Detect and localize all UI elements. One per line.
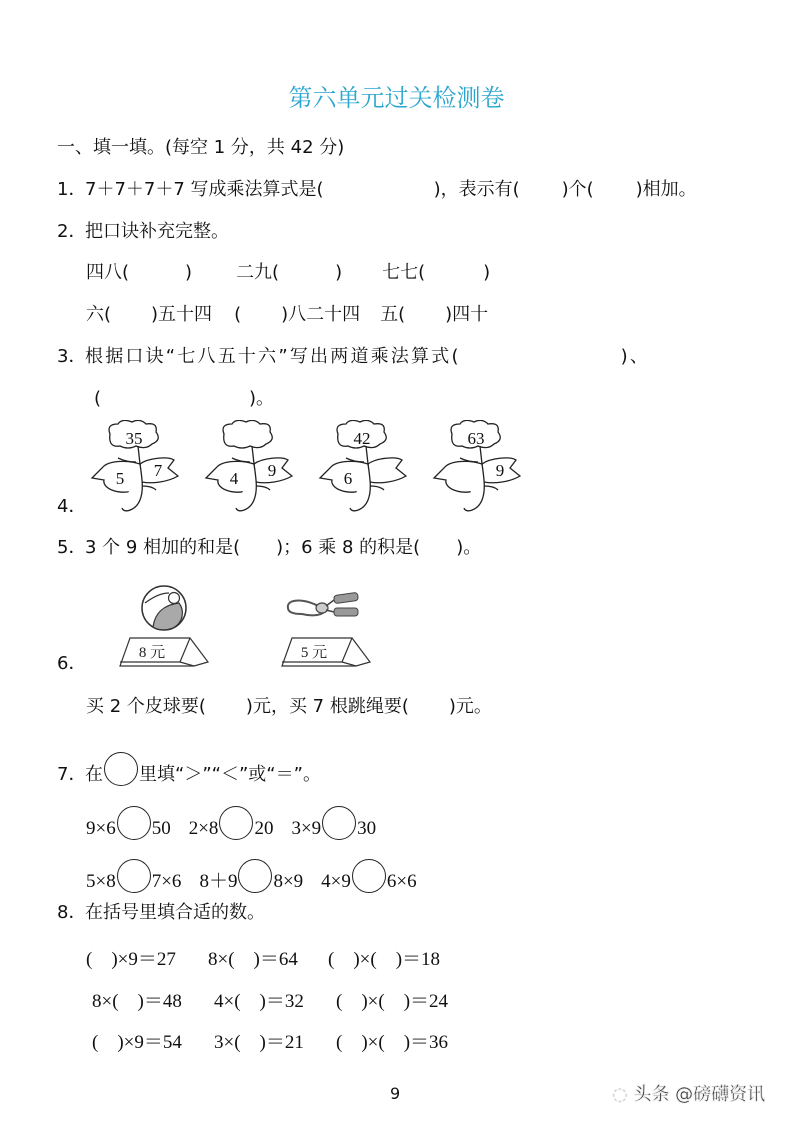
svg-text:9: 9 — [495, 461, 505, 480]
circle-icon — [104, 752, 138, 786]
svg-text:7: 7 — [153, 461, 163, 480]
page-number: 9 — [390, 1084, 401, 1103]
ball-icon — [139, 583, 189, 633]
svg-text:63: 63 — [467, 429, 485, 448]
flower-diagram-1 — [88, 420, 188, 520]
wechat-icon: ◌ — [612, 1084, 628, 1105]
page-title: 第六单元过关检测卷 — [288, 84, 505, 112]
svg-text:8 元: 8 元 — [138, 645, 166, 661]
equation[interactable]: 4×( )＝32 — [214, 991, 304, 1012]
question-3: 3．根据口诀“七八五十六”写出两道乘法算式( )、 — [57, 346, 651, 367]
section-heading: 一、填一填。(每空 1 分，共 42 分) — [57, 137, 345, 158]
equation[interactable]: 3×( )＝21 — [214, 1032, 304, 1053]
equation[interactable]: ( )×9＝27 — [86, 949, 176, 970]
question-number: 8． — [57, 902, 87, 923]
watermark: ◌ 头条 @磅礴资讯 — [612, 1084, 766, 1105]
equation[interactable]: 8×( )＝64 — [208, 949, 298, 970]
koujue-row-1: 四八( ) 二九( ) 七七( ) — [86, 262, 491, 283]
question-number: 1． — [57, 179, 87, 200]
compare-circle-input[interactable] — [322, 806, 356, 840]
fill-row-1 — [86, 944, 440, 971]
compare-circle-input[interactable] — [352, 859, 386, 893]
flower-diagram-2 — [202, 420, 302, 520]
question-6-prompt: 买 2 个皮球要( )元，买 7 根跳绳要( )元。 — [86, 696, 492, 717]
flower-diagram-3 — [316, 420, 416, 520]
equation[interactable]: ( )×9＝54 — [92, 1032, 182, 1053]
compare-row-1: 9×6 50 2×8 20 3×9 30 — [86, 806, 376, 840]
question-8: 8．在括号里填合适的数。 — [57, 902, 265, 923]
compare-circle-input[interactable] — [117, 859, 151, 893]
question-number: 2． — [57, 221, 87, 242]
question-5: 5．3 个 9 相加的和是( )；6 乘 8 的积是( )。 — [57, 537, 482, 558]
equation[interactable]: ( )×( )＝36 — [336, 1032, 449, 1053]
compare-circle-input[interactable] — [238, 859, 272, 893]
flower-diagram-4 — [430, 420, 530, 520]
question-7: 7．在 里填“＞”“＜”或“＝”。 — [57, 752, 321, 786]
compare-circle-input[interactable] — [117, 806, 151, 840]
question-number: 6． — [57, 653, 87, 674]
question-3-line-2: ( )。 — [94, 388, 275, 409]
equation[interactable]: 8×( )＝48 — [92, 991, 182, 1012]
fill-row-2 — [92, 986, 448, 1013]
question-number: 7． — [57, 764, 87, 785]
equation[interactable]: ( )×( )＝24 — [336, 991, 449, 1012]
svg-text:4: 4 — [229, 469, 239, 488]
svg-text:6: 6 — [343, 469, 353, 488]
koujue-row-2: 六( )五十四 ( )八二十四 五( )四十 — [86, 304, 489, 325]
question-number: 3． — [57, 346, 87, 367]
question-2: 2．把口诀补充完整。 — [57, 221, 229, 242]
question-number: 4． — [57, 496, 87, 517]
compare-circle-input[interactable] — [219, 806, 253, 840]
compare-row-2: 5×8 7×6 8＋9 8×9 4×9 6×6 — [86, 859, 417, 893]
svg-text:42: 42 — [353, 429, 371, 448]
jump-rope-icon — [284, 590, 366, 622]
price-tag-jump-rope — [280, 634, 372, 670]
question-1: 1．7＋7＋7＋7 写成乘法算式是( )，表示有( )个( )相加。 — [57, 179, 697, 200]
svg-text:9: 9 — [267, 461, 277, 480]
price-tag-ball — [118, 634, 210, 670]
equation[interactable]: ( )×( )＝18 — [328, 949, 441, 970]
svg-text:35: 35 — [125, 429, 143, 448]
fill-row-3 — [92, 1027, 448, 1054]
svg-text:5 元: 5 元 — [300, 645, 328, 661]
question-number: 5． — [57, 537, 87, 558]
svg-text:5: 5 — [115, 469, 125, 488]
